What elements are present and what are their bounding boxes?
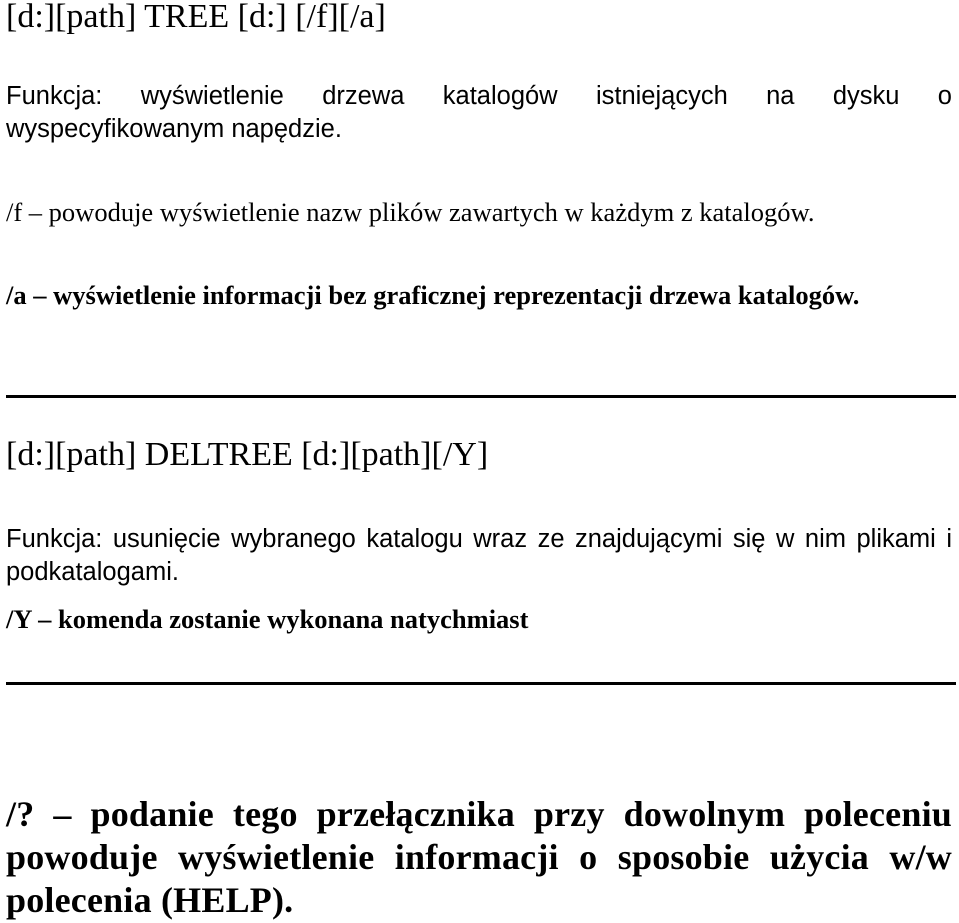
help-switch-note: /? – podanie tego przełącznika przy dowolnym poleceniu powoduje wyświetlenie informacji o sposobie użycia w/w polecenia (HELP). <box>6 794 952 920</box>
tree-switch-f: /f – powoduje wyświetlenie nazw plików zawartych w każdym z katalogów. <box>6 197 815 227</box>
tree-syntax-heading: [d:][path] TREE [d:] [/f][/a] <box>6 0 386 35</box>
tree-switch-a: /a – wyświetlenie informacji bez graficznej reprezentacji drzewa katalogów. <box>6 280 860 310</box>
deltree-description: Funkcja: usunięcie wybranego katalogu wraz ze znajdującymi się w nim plikami i podkatalogami. <box>6 525 952 586</box>
section-divider <box>6 682 956 685</box>
section-divider <box>6 395 956 398</box>
tree-description: Funkcja: wyświetlenie drzewa katalogów istniejących na dysku o wyspecyfikowanym napędzie. <box>6 82 952 143</box>
deltree-syntax-heading: [d:][path] DELTREE [d:][path][/Y] <box>6 436 489 473</box>
deltree-switch-y: /Y – komenda zostanie wykonana natychmiast <box>6 604 529 634</box>
